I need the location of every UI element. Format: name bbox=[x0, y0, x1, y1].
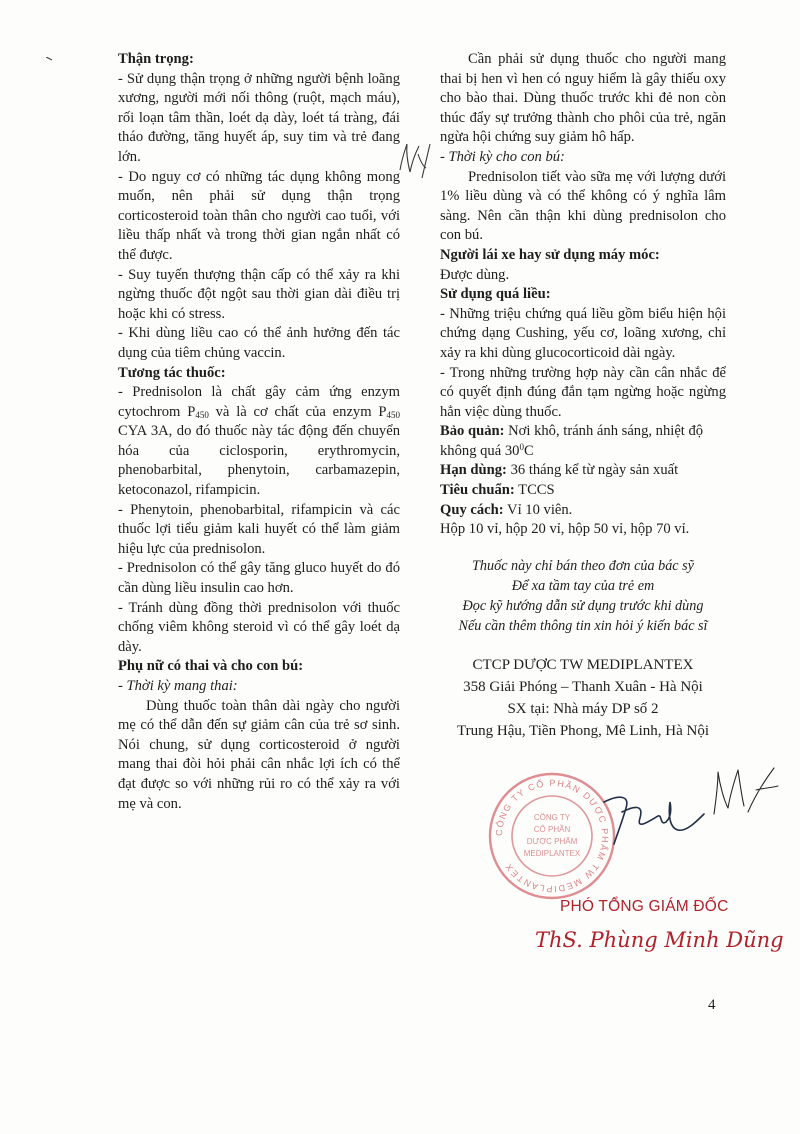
scan-speck bbox=[46, 48, 52, 52]
warning-notes bbox=[440, 556, 726, 636]
expiry-line: Hạn dùng: 36 tháng kể từ ngày sản xuất bbox=[440, 462, 679, 479]
subheading-breastfeeding: - Thời kỳ cho con bú: bbox=[440, 148, 565, 165]
paragraph: - Phenytoin, phenobarbital, rifampicin và các thuốc lợi tiểu giảm kali huyết có thể làm giảm hiệu lực của prednisolon. bbox=[118, 501, 400, 557]
paragraph: Được dùng. bbox=[440, 266, 510, 283]
paragraph: - Trong những trường hợp này cần cân nhắc để có quyết định đúng đắn tạm ngừng hoặc ngừng hẳn việc dùng thuốc. bbox=[440, 364, 726, 420]
section-heading-precautions: Thận trọng: bbox=[118, 51, 194, 67]
packaging-detail: Hộp 10 vỉ, hộp 20 vỉ, hộp 50 vỉ, hộp 70 vỉ. bbox=[440, 521, 690, 538]
paragraph: - Prednisolon là chất gây cảm ứng enzym cytochrom $P_{450}$ và là cơ chất của enzym $P_{450}$ CYA 3A, do đó thuốc này tác động đến chuyển hóa của ciclosporin, erythromycin, phenobarbital, phenytoin, carbamazepin, ketoconazol, rifampicin. bbox=[118, 384, 400, 499]
subscript: 450 bbox=[386, 409, 400, 420]
subheading-pregnancy: - Thời kỳ mang thai: bbox=[118, 678, 238, 694]
director-signature bbox=[600, 792, 710, 857]
paragraph: Cần phải sử dụng thuốc cho người mang thai bị hen vì hen có nguy hiểm là gây thiếu oxy cho bào thai. Dùng thuốc trước khi đẻ non còn thúc đẩy sự trưởng thành cho phôi của trẻ, ngăn ngừa hội chứng suy giảm hô hấp. bbox=[440, 51, 726, 146]
page-number: 4 bbox=[708, 997, 716, 1013]
section-heading-pregnancy: Phụ nữ có thai và cho con bú: bbox=[118, 658, 304, 675]
svg-text:CỔ PHẦN: CỔ PHẦN bbox=[533, 825, 571, 834]
company-address: 358 Giải Phóng – Thanh Xuân - Hà Nội bbox=[463, 678, 703, 695]
packaging-line: Quy cách: Vỉ 10 viên. bbox=[440, 501, 573, 518]
paragraph: Dùng thuốc toàn thân dài ngày cho người mẹ có thể dẫn đến sự giảm cân của trẻ sơ sinh. Nói chung, sử dụng corticosteroid ở người mang thai đòi hỏi phải cân nhắc lợi ích có thể đạt được so với những rủi ro có thể xảy ra với mẹ và con. bbox=[118, 697, 400, 812]
paragraph: - Prednisolon có thể gây tăng gluco huyết do đó cần dùng liều insulin cao hơn. bbox=[118, 560, 400, 597]
left-column bbox=[118, 50, 400, 814]
paragraph: - Những triệu chứng quá liều gồm biểu hiện hội chứng dạng Cushing, yếu cơ, loãng xương, chỉ xảy ra khi dùng glucocorticoid dài ngày. bbox=[440, 305, 726, 361]
warning-note: Nếu cần thêm thông tin xin hỏi ý kiến bác sĩ bbox=[458, 617, 708, 634]
initials-mark bbox=[396, 140, 436, 189]
warning-note: Để xa tầm tay của trẻ em bbox=[511, 577, 655, 594]
storage-line: Bảo quản: Nơi khô, tránh ánh sáng, nhiệt độ không quá $30^0C$ bbox=[440, 423, 704, 459]
svg-text:DƯỢC PHẨM: DƯỢC PHẨM bbox=[526, 837, 578, 846]
standard-line: Tiêu chuẩn: TCCS bbox=[440, 482, 555, 499]
subscript: 450 bbox=[195, 409, 209, 420]
paragraph: Prednisolon tiết vào sữa mẹ với lượng dưới 1% liều dùng và có thể không có ý nghĩa lâm sàng. Nên cần thận khi dùng prednisolon cho con bú. bbox=[440, 168, 726, 244]
signatory-title: PHÓ TỔNG GIÁM ĐỐC bbox=[560, 898, 729, 915]
company-stamp bbox=[486, 770, 618, 902]
warning-note: Đọc kỹ hướng dẫn sử dụng trước khi dùng bbox=[462, 597, 704, 614]
right-column bbox=[440, 50, 726, 742]
paragraph: - Tránh dùng đồng thời prednisolon với thuốc chống viêm không steroid vì có thể gây loét dạ dày. bbox=[118, 599, 400, 655]
section-heading-interactions: Tương tác thuốc: bbox=[118, 364, 226, 381]
factory-address: Trung Hậu, Tiền Phong, Mê Linh, Hà Nội bbox=[457, 722, 709, 739]
signatory-name: ThS. Phùng Minh Dũng bbox=[535, 928, 784, 952]
paragraph: - Do nguy cơ có những tác dụng không mong muốn, nên phải sử dụng thận trọng corticosteroid toàn thân cho người cao tuổi, với liều thấp nhất và trong thời gian ngắn nhất có thể được. bbox=[118, 168, 400, 263]
company-block bbox=[440, 654, 726, 742]
company-name: CTCP DƯỢC TW MEDIPLANTEX bbox=[472, 656, 694, 673]
section-heading-overdose: Sử dụng quá liều: bbox=[440, 286, 551, 303]
warning-note: Thuốc này chỉ bán theo đơn của bác sỹ bbox=[472, 557, 694, 574]
svg-text:CÔNG TY: CÔNG TY bbox=[533, 813, 571, 822]
paragraph: - Sử dụng thận trọng ở những người bệnh loãng xương, người mới nối thông (ruột, mạch máu), rối loạn tâm thần, loét dạ dày, loét tá tràng, đái tháo đường, tăng huyết áp, suy tim và trẻ đang lớn. bbox=[118, 70, 400, 165]
paragraph: - Khi dùng liều cao có thể ảnh hưởng đến tác dụng của tiêm chủng vaccin. bbox=[118, 325, 400, 361]
initials-signature bbox=[708, 762, 780, 823]
factory-line: SX tại: Nhà máy DP số 2 bbox=[507, 700, 659, 717]
paragraph: - Suy tuyến thượng thận cấp có thể xảy ra khi ngừng thuốc đột ngột sau thời gian dài điều trị hoặc khi có stress. bbox=[118, 266, 400, 322]
stamp-text: CÔNG TY CỔ PHẦN DƯỢC PHẨM TW MEDIPLANTEX bbox=[493, 777, 611, 895]
section-heading-driving: Người lái xe hay sử dụng máy móc: bbox=[440, 246, 660, 263]
svg-text:MEDIPLANTEX: MEDIPLANTEX bbox=[523, 849, 581, 858]
